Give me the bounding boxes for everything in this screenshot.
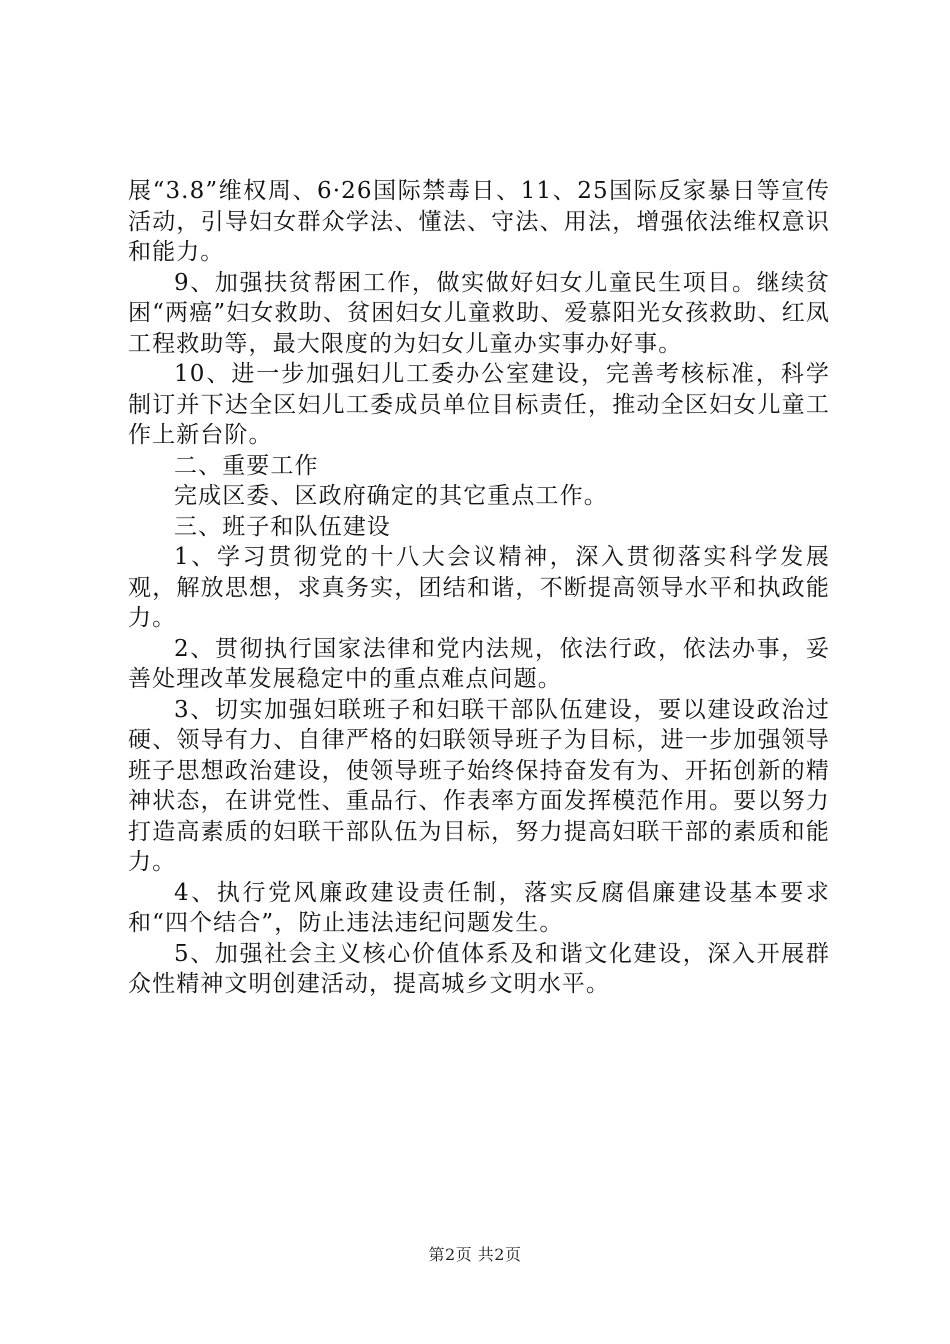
- paragraph-item-10: 10、进一步加强妇儿工委办公室建设，完善考核标准，科学制订并下达全区妇儿工委成员单位目标责任，推动全区妇女儿童工作上新台阶。: [128, 361, 830, 448]
- paragraph-item-9: 9、加强扶贫帮困工作，做实做好妇女儿童民生项目。继续贫困“两癌”妇女救助、贫困妇女儿童救助、爱慕阳光女孩救助、红凤工程救助等，最大限度的为妇女儿童办实事办好事。: [128, 269, 830, 357]
- document-body: [128, 176, 830, 1000]
- paragraph-team-item-5: 5、加强社会主义核心价值体系及和谐文化建设，深入开展群众性精神文明创建活动，提高城乡文明水平。: [128, 940, 830, 997]
- page-number-label: 第2页 共2页: [428, 1245, 522, 1264]
- paragraph-team-item-2: 2、贯彻执行国家法律和党内法规，依法行政，依法办事，妥善处理改革发展稳定中的重点难点问题。: [128, 635, 830, 692]
- section-heading-team-building: 三、班子和队伍建设: [174, 513, 391, 540]
- section-heading-important-work: 二、重要工作: [174, 452, 319, 479]
- page-footer: [0, 1245, 950, 1265]
- paragraph-team-item-3: 3、切实加强妇联班子和妇联干部队伍建设，要以建设政治过硬、领导有力、自律严格的妇联领导班子为目标，进一步加强领导班子思想政治建设，使领导班子始终保持奋发有为、开拓创新的精神状态，在讲党性、重品行、作表率方面发挥模范作用。要以努力打造高素质的妇联干部队伍为目标，努力提高妇联干部的素质和能力。: [128, 696, 830, 875]
- paragraph-team-item-4: 4、执行党风廉政建设责任制，落实反腐倡廉建设基本要求和“四个结合”，防止违法违纪问题发生。: [128, 879, 830, 936]
- paragraph-team-item-1: 1、学习贯彻党的十八大会议精神，深入贯彻落实科学发展观，解放思想，求真务实，团结和谐，不断提高领导水平和执政能力。: [128, 544, 830, 631]
- paragraph-continuation: 展“3.8”维权周、6·26国际禁毒日、11、25国际反家暴日等宣传活动，引导妇女群众学法、懂法、守法、用法，增强依法维权意识和能力。: [128, 178, 830, 265]
- paragraph-important-work: 完成区委、区政府确定的其它重点工作。: [174, 483, 608, 509]
